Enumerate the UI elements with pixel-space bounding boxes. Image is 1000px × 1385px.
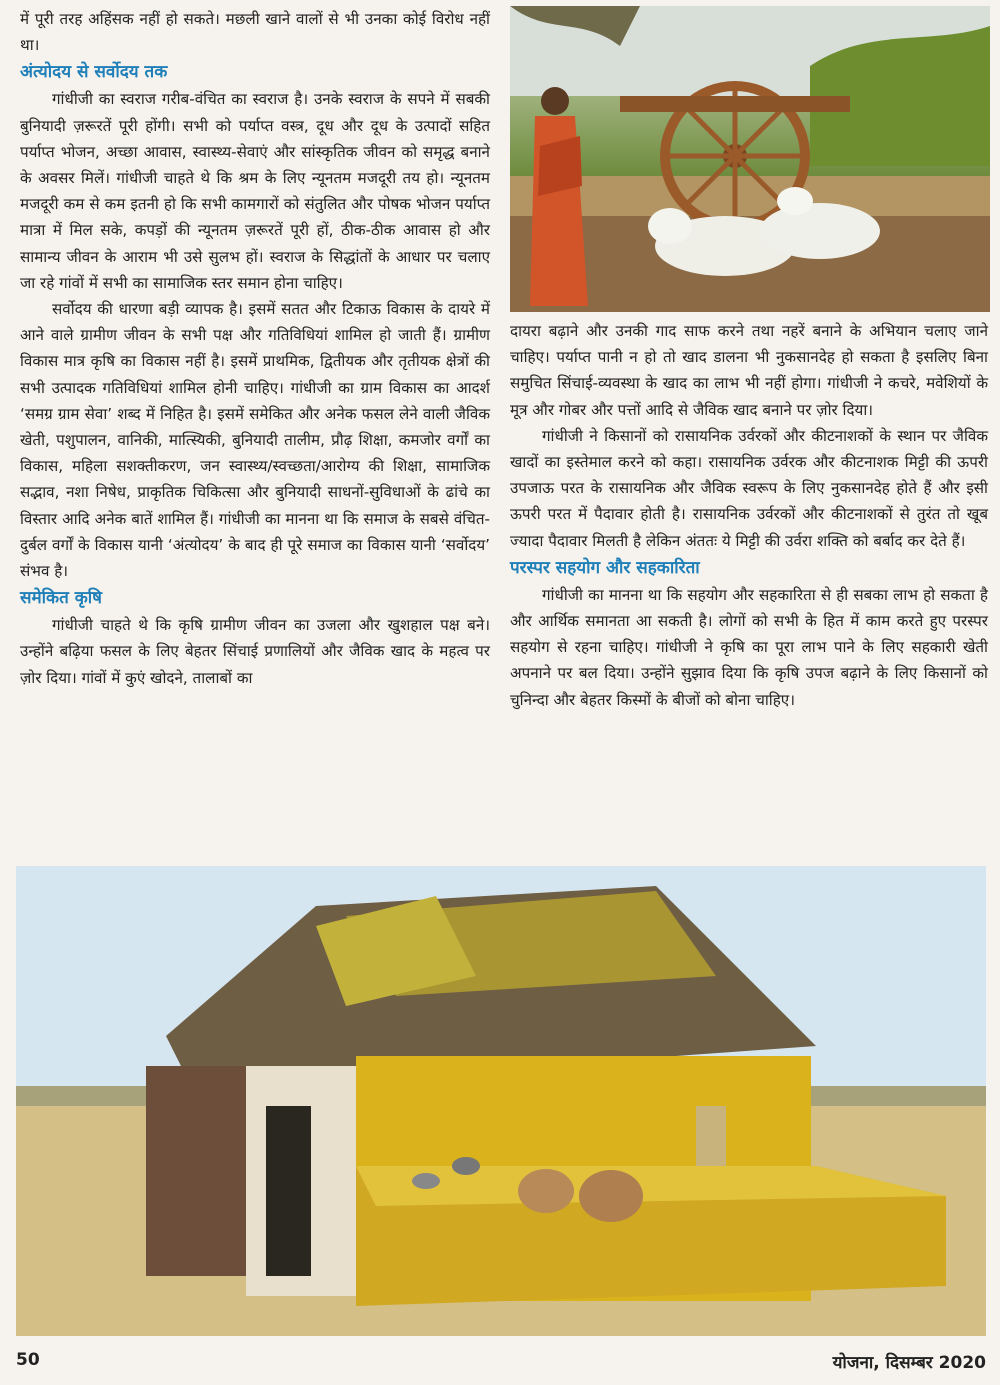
grain-sack-icon [696,1106,726,1166]
paragraph-agriculture: गांधीजी चाहते थे कि कृषि ग्रामीण जीवन का उजला और खुशहाल पक्ष बने। उन्होंने बढ़िया फसल के लिए बेहतर सिंचाई प्रणालियों और जैविक खाद के महत्व पर ज़ोर दिया। गांवों में कुएं खोदने, तालाबों का [20,616,490,687]
paragraph-fertilizers: गांधीजी ने किसानों को रासायनिक उर्वरकों और कीटनाशकों के स्थान पर जैविक खादों का इस्तेमाल करने को कहा। रासायनिक उर्वरक और कीटनाशक मिट्टी की ऊपरी उपजाऊ परत के रासायनिक और जैविक स्वरूप के लिए नुकसानदेह होते हैं और इसी ऊपरी परत में पैदावार होती है। रासायनिक उर्वरकों और कीटनाशकों से तुरंत तो खूब ज्यादा पैदावार मिलती है लेकिन अंततः ये मिट्टी की उर्वरा शक्ति को बर्बाद कर देते हैं। [510,426,988,550]
section-heading-integrated-farming: समेकित कृषि [20,588,103,609]
platform-icon [356,1166,946,1306]
magazine-issue: योजना, दिसम्बर 2020 [832,1353,986,1373]
paragraph-cooperative: गांधीजी का मानना था कि सहयोग और सहकारिता से ही सबका लाभ हो सकता है और आर्थिक समानता आ सकती है। लोगों को सभी के हित में काम करते हुए परस्पर सहयोग से रहना चाहिए। गांधीजी ने कृषि का पूरा लाभ पाने के लिए सहकारी खेती अपनाने पर बल दिया। उन्होंने सुझाव दिया कि कृषि उपज बढ़ाने के लिए किसानों को चुनिन्दा और बेहतर किस्मों के बीजों को बोना चाहिए। [510,585,988,709]
left-column [20,6,490,691]
woman-figure-icon [530,87,588,306]
continued-paragraph: में पूरी तरह अहिंसक नहीं हो सकते। मछली खाने वालों से भी उनका कोई विरोध नहीं था। [20,10,490,55]
bullock-cart-illustration [510,6,990,312]
hut-illustration [16,866,986,1336]
section-heading-antyodaya: अंत्योदय से सर्वोदय तक [20,62,168,83]
page-number: 50 [16,1350,40,1370]
section-heading-cooperation: परस्पर सहयोग और सहकारिता [510,557,700,578]
right-column [510,318,988,713]
photo-rural-hut [16,866,986,1336]
paragraph-sarvodaya: सर्वोदय की धारणा बड़ी व्यापक है। इसमें सतत और टिकाऊ विकास के दायरे में आने वाले ग्रामीण जीवन के सभी पक्ष और गतिविधियां शामिल हो जाती हैं। ग्रामीण विकास मात्र कृषि का विकास नहीं है। इसमें प्राथमिक, द्वितीयक और तृतीयक क्षेत्रों की सभी उत्पादक गतिविधियां शामिल होनी चाहिए। गांधीजी का ग्राम विकास का आदर्श ‘समग्र ग्राम सेवा’ शब्द में निहित है। इसमें समेकित और अनेक फसल लेने वाली जैविक खेती, पशुपालन, वानिकी, मात्स्यिकी, बुनियादी तालीम, प्रौढ़ शिक्षा, कमजोर वर्गों का विकास, महिला सशक्तीकरण, जन स्वास्थ्य/स्वच्छता/आरोग्य की शिक्षा, सामाजिक सद्भाव, नशा निषेध, प्राकृतिक चिकित्सा और बुनियादी साधनों-सुविधाओं के ढांचे का विस्तार आदि अनेक बातें शामिल हैं। गांधीजी का मानना था कि समाज के सबसे वंचित-दुर्बल वर्गों के विकास यानी ‘अंत्योदय’ के बाद ही पूरे समाज का विकास यानी ‘सर्वोदय’ संभव है। [20,300,490,581]
photo-woman-bullock-cart [510,6,990,312]
paragraph-swaraj: गांधीजी का स्वराज गरीब-वंचित का स्वराज है। उनके स्वराज के सपने में सबकी बुनियादी ज़रूरतें पूरी होंगी। सभी को पर्याप्त वस्त्र, दूध और दूध के उत्पादों सहित पर्याप्त भोजन, अच्छा आवास, स्वास्थ्य-सेवाएं और सांस्कृतिक जीवन को समृद्ध बनाने के अवसर मिलें। गांधीजी चाहते थे कि श्रम के लिए न्यूनतम मजदूरी तय हो। न्यूनतम मजदूरी कम से कम इतनी हो कि सभी कामगारों को संतुलित और पोषक भोजन पर्याप्त मात्रा में मिल सके, कपड़ों की न्यूनतम ज़रूरतें पूरी हों, ठीक-ठीक आवास हो और सामान्य जीवन के आराम भी उसे सुलभ हों। स्वराज के सिद्धांतों के आधार पर चलाए जा रहे गांवों में सभी का सामाजिक स्तर समान होना चाहिए। [20,90,490,292]
continued-paragraph-right: दायरा बढ़ाने और उनकी गाद साफ करने तथा नहरें बनाने के अभियान चलाए जाने चाहिए। पर्याप्त पानी न हो तो खाद डालना भी नुकसानदेह हो सकता है इसलिए बिना समुचित सिंचाई-व्यवस्था के खाद का लाभ भी नहीं होगा। गांधीजी ने कचरे, मवेशियों के मूत्र और गोबर और पत्तों आदि से जैविक खाद बनाने पर ज़ोर दिया। [510,322,988,419]
